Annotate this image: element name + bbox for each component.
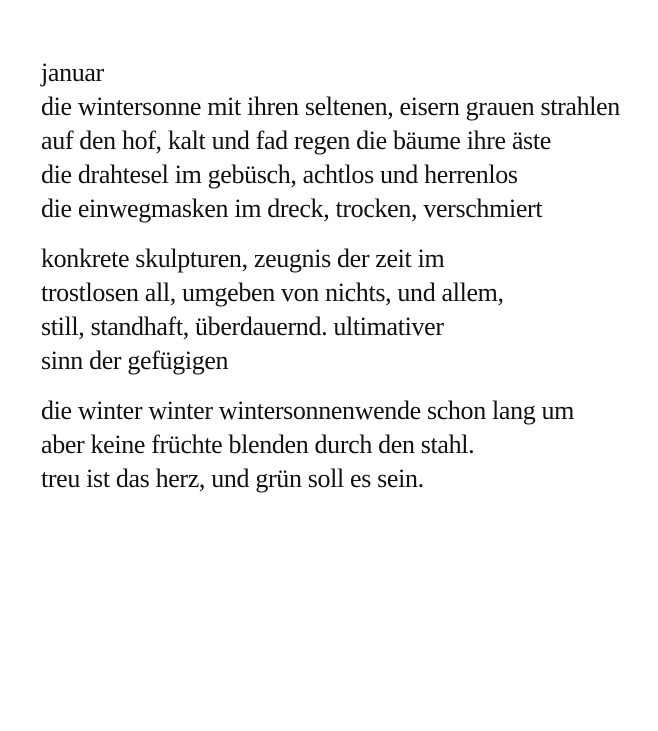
poem-line: die wintersonne mit ihren seltenen, eisern grauen strahlen bbox=[41, 92, 620, 121]
poem-line: sinn der gefügigen bbox=[41, 346, 229, 375]
stanza-3 bbox=[41, 394, 651, 496]
poem-line: aber keine früchte blenden durch den stahl. bbox=[41, 430, 475, 459]
poem bbox=[41, 56, 651, 496]
poem-line: still, standhaft, überdauernd. ultimativer bbox=[41, 312, 444, 341]
stanza-1 bbox=[41, 56, 651, 226]
poem-line: trostlosen all, umgeben von nichts, und allem, bbox=[41, 278, 504, 307]
poem-line: konkrete skulpturen, zeugnis der zeit im bbox=[41, 244, 445, 273]
poem-line: januar bbox=[41, 58, 104, 87]
stanza-gap bbox=[41, 378, 651, 394]
poem-line: die drahtesel im gebüsch, achtlos und herrenlos bbox=[41, 160, 518, 189]
poem-line: die einwegmasken im dreck, trocken, verschmiert bbox=[41, 194, 543, 223]
poem-line: die winter winter wintersonnenwende schon lang um bbox=[41, 396, 575, 425]
stanza-2 bbox=[41, 242, 651, 378]
stanza-gap bbox=[41, 226, 651, 242]
poem-line: auf den hof, kalt und fad regen die bäume ihre äste bbox=[41, 126, 551, 155]
poem-line: treu ist das herz, und grün soll es sein. bbox=[41, 464, 424, 493]
